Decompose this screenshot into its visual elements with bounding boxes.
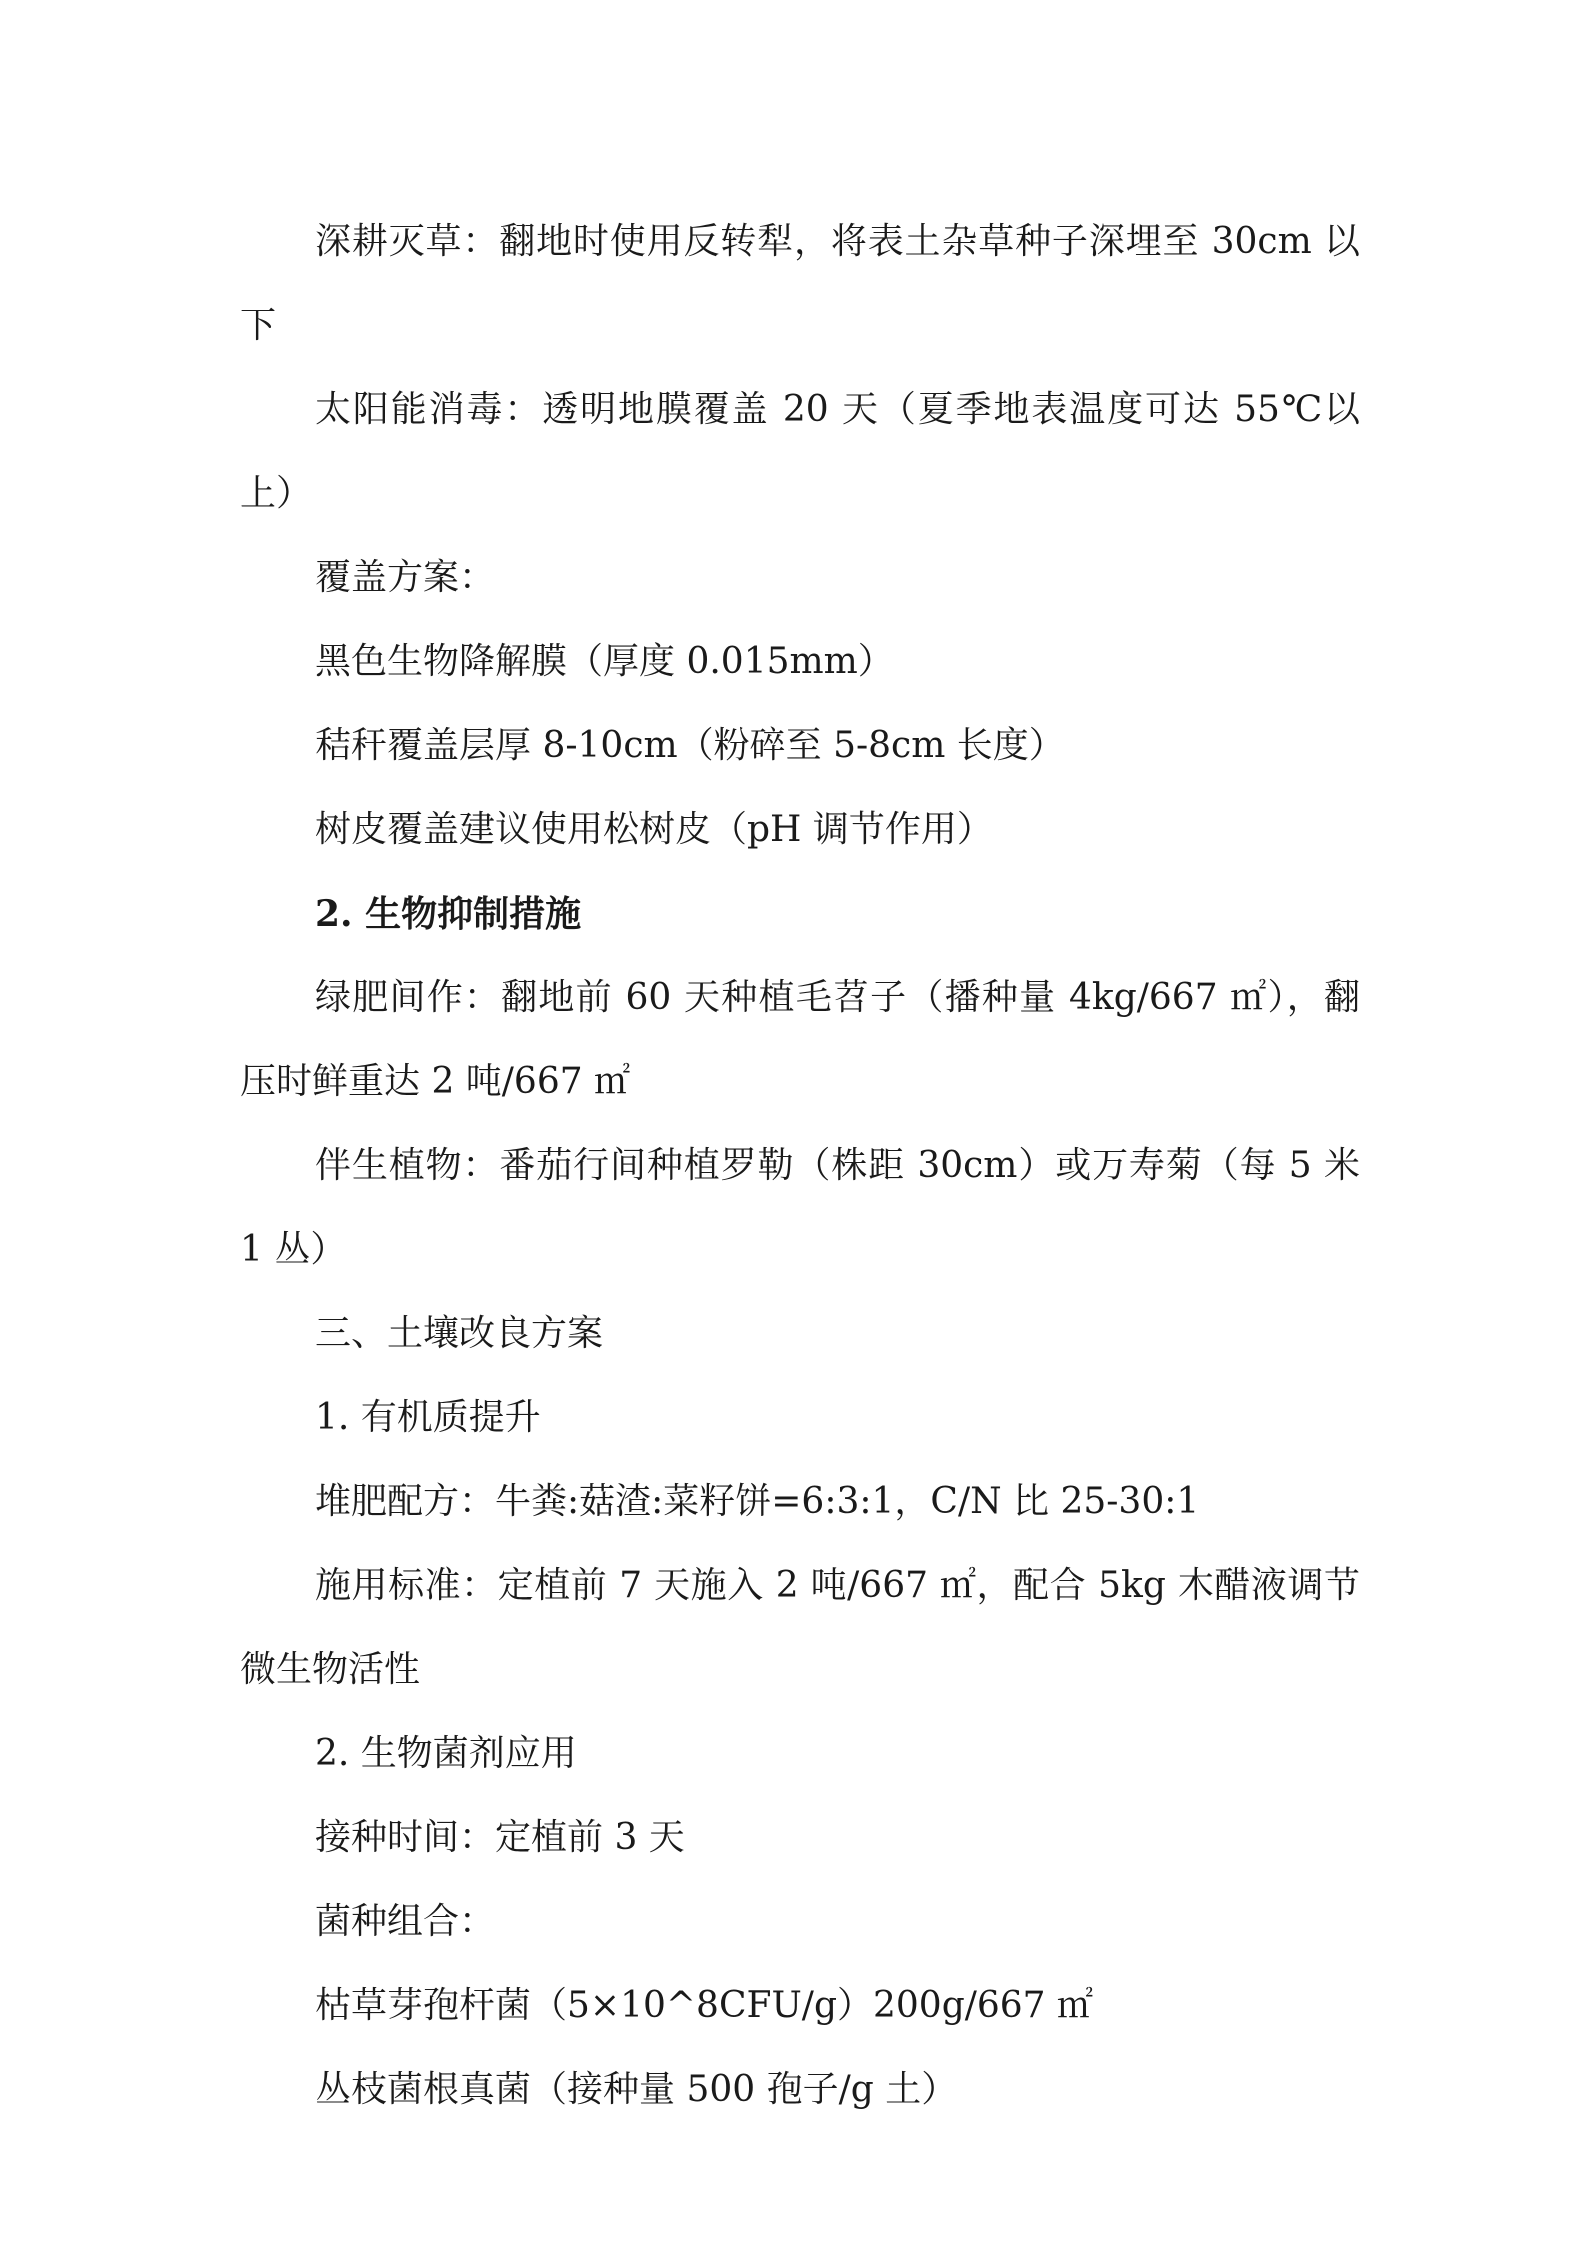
paragraph-inoculation-time: 接种时间：定植前 3 天 (315, 1817, 685, 1858)
paragraph-mycorrhizal-fungi: 丛枝菌根真菌（接种量 500 孢子/g 土） (315, 2069, 958, 2110)
heading-microbial-agents: 2. 生物菌剂应用 (315, 1733, 577, 1774)
paragraph-bacillus-subtilis: 枯草芽孢杆菌（5×10^8CFU/g）200g/667 ㎡ (315, 1985, 1094, 2026)
paragraph-mulch-plan: 覆盖方案： (315, 557, 496, 598)
paragraph-application-standard: 施用标准：定植前 7 天施入 2 吨/667 ㎡，配合 5kg 木醋液调节微生物活性 (240, 1565, 1360, 1690)
paragraph-straw-mulch: 秸秆覆盖层厚 8-10cm（粉碎至 5-8cm 长度） (315, 725, 1065, 766)
paragraph-companion-plants: 伴生植物：番茄行间种植罗勒（株距 30cm）或万寿菊（每 5 米 1 丛） (240, 1145, 1360, 1270)
heading-organic-matter: 1. 有机质提升 (315, 1397, 541, 1438)
paragraph-solar-disinfection: 太阳能消毒：透明地膜覆盖 20 天（夏季地表温度可达 55℃以上） (240, 389, 1360, 514)
document-body (240, 200, 1360, 2132)
paragraph-compost-formula: 堆肥配方：牛粪:菇渣:菜籽饼=6:3:1，C/N 比 25-30:1 (315, 1481, 1200, 1522)
paragraph-bark-mulch: 树皮覆盖建议使用松树皮（pH 调节作用） (315, 809, 993, 850)
paragraph-black-film: 黑色生物降解膜（厚度 0.015mm） (315, 641, 894, 682)
heading-soil-improvement: 三、土壤改良方案 (315, 1313, 604, 1354)
paragraph-strain-combination: 菌种组合： (315, 1901, 496, 1942)
paragraph-deep-tillage: 深耕灭草：翻地时使用反转犁，将表土杂草种子深埋至 30cm 以下 (240, 221, 1360, 346)
paragraph-green-manure: 绿肥间作：翻地前 60 天种植毛苕子（播种量 4kg/667 ㎡），翻压时鲜重达 2 吨/667 ㎡ (240, 977, 1360, 1102)
heading-biological-suppression: 2. 生物抑制措施 (315, 893, 582, 935)
